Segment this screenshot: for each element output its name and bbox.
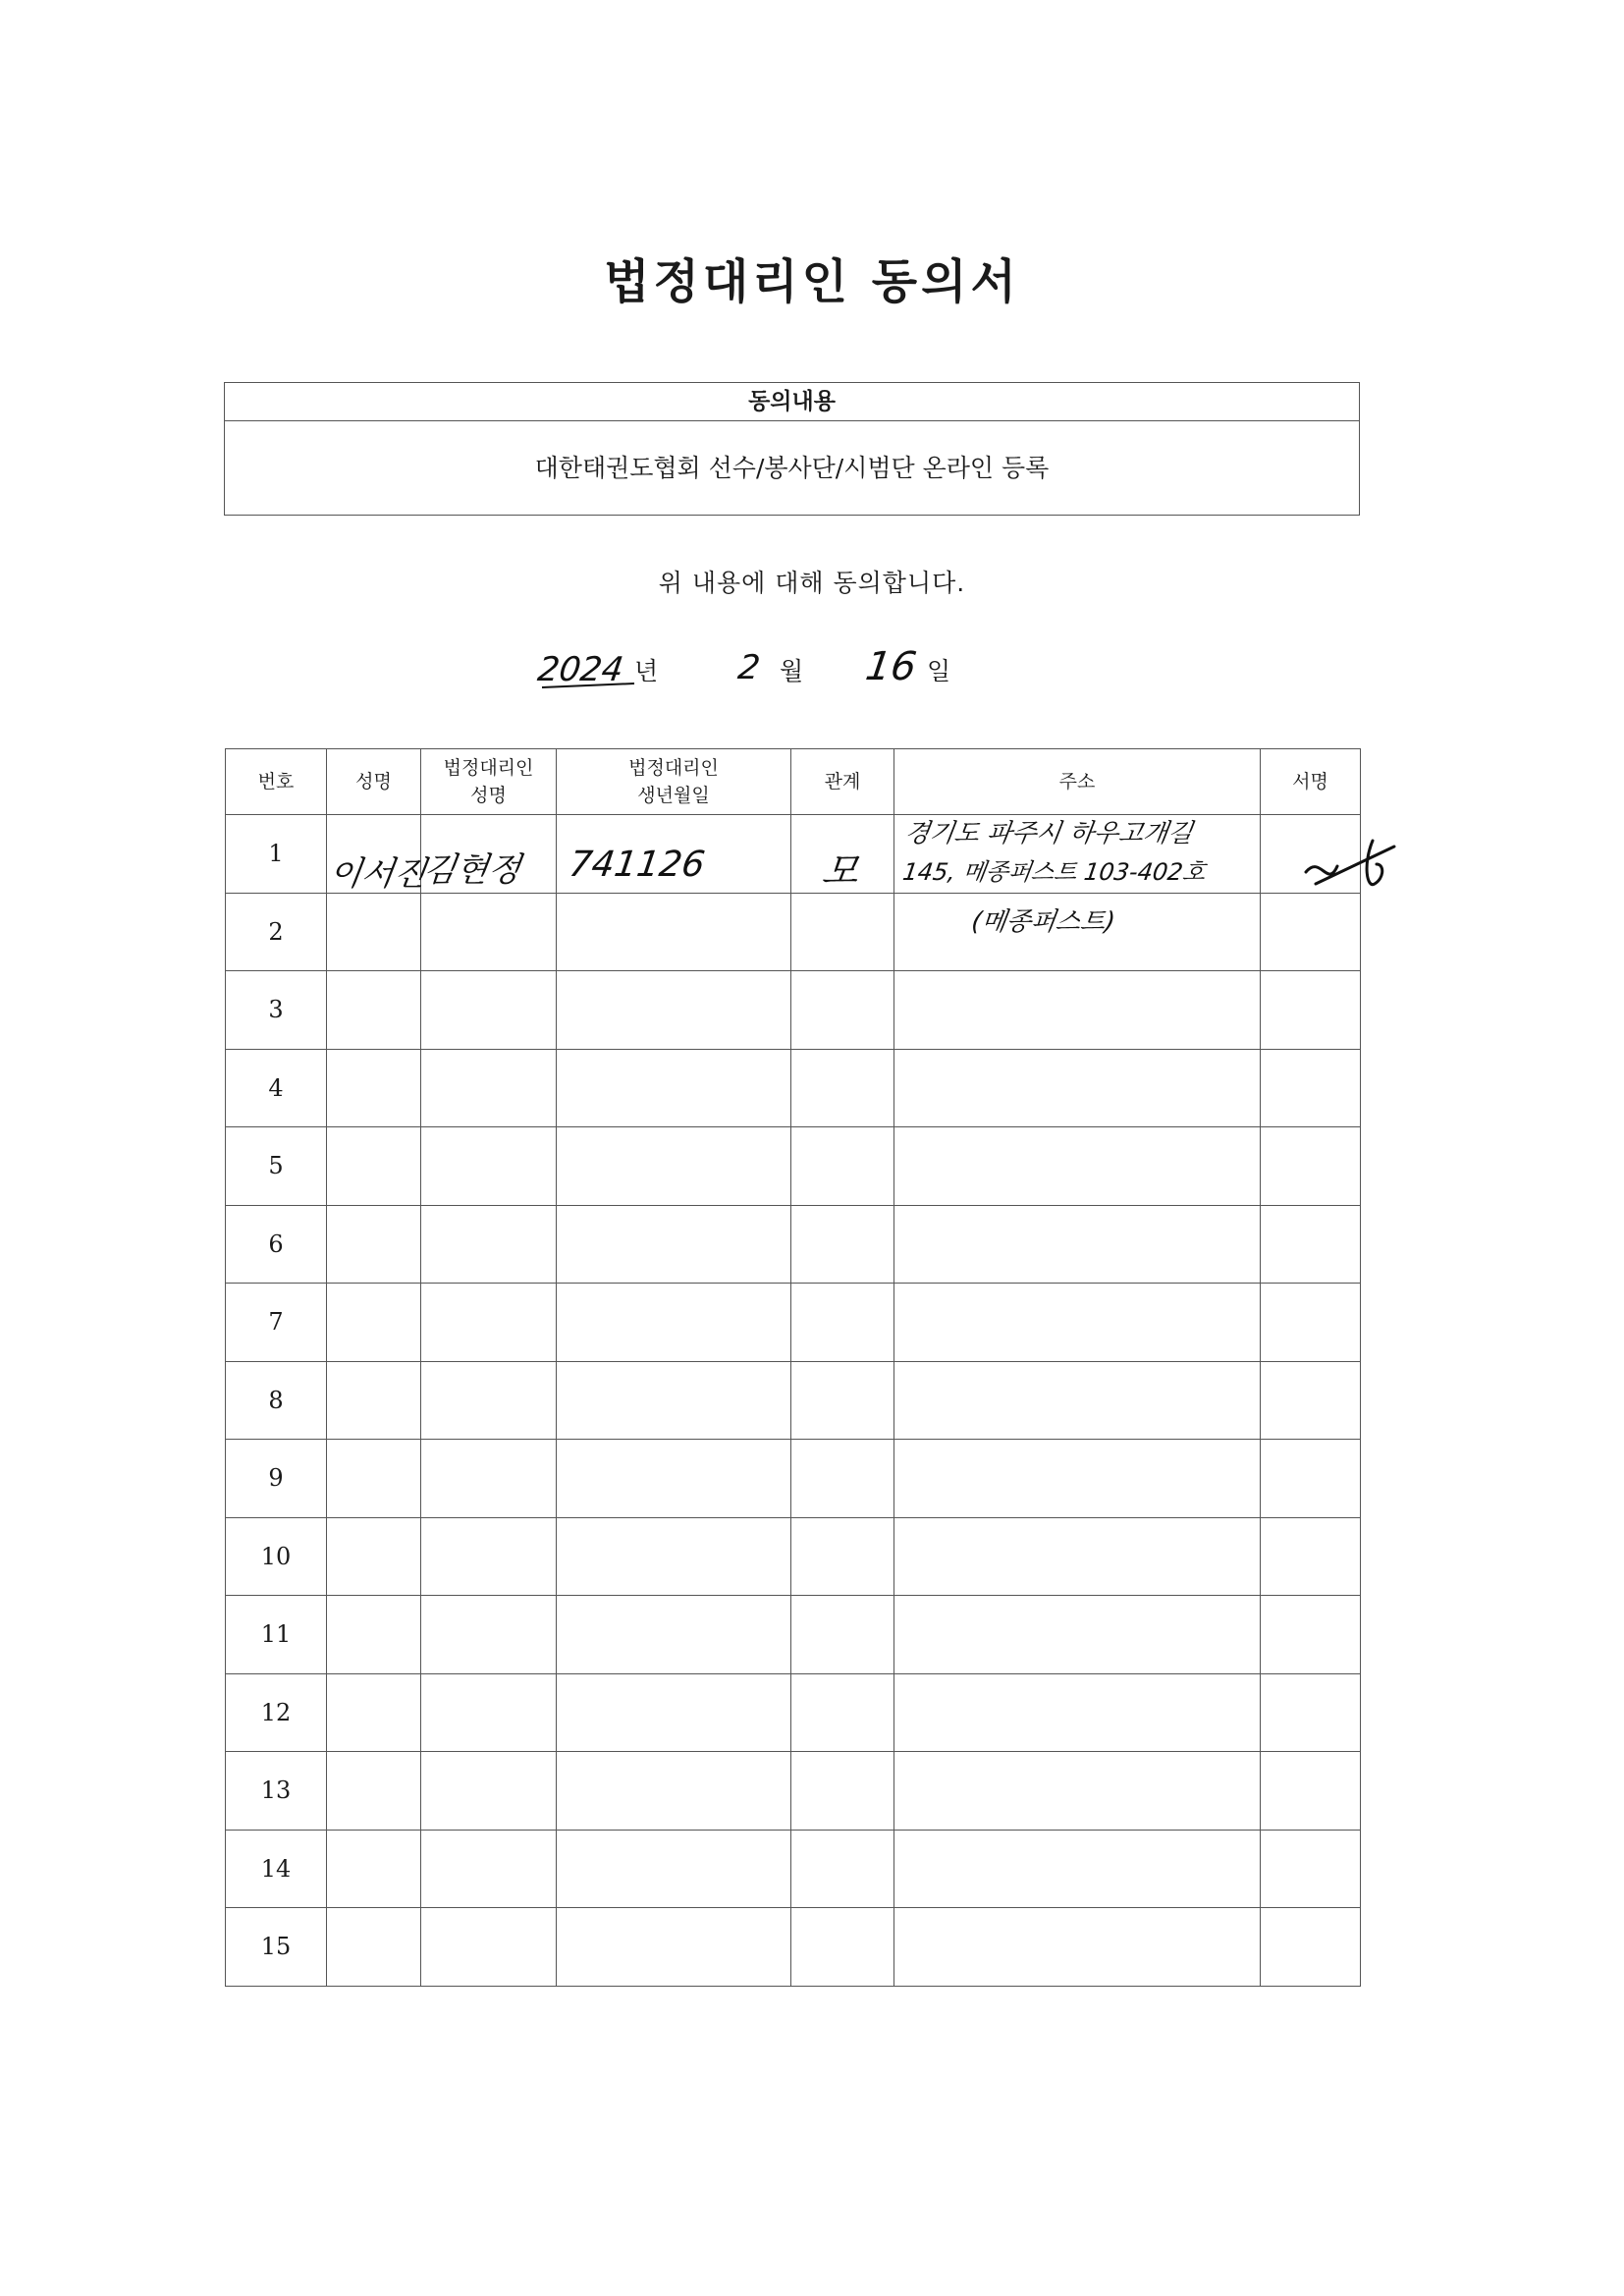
row1-address-line2: 145, 메종퍼스트 103-402호: [900, 858, 1208, 886]
cell-num: 7: [226, 1284, 327, 1362]
row1-address-line3: (메종퍼스트): [969, 907, 1117, 937]
table-row: [226, 1596, 1361, 1674]
table-row: [226, 893, 1361, 971]
cell-signature: [1261, 1752, 1361, 1831]
cell-num: 11: [226, 1596, 327, 1674]
cell-signature: [1261, 1908, 1361, 1987]
cell-name: [327, 1517, 421, 1596]
cell-signature: [1261, 1673, 1361, 1752]
cell-signature: [1261, 1361, 1361, 1440]
cell-num: 6: [226, 1205, 327, 1284]
cell-guardian-birth: [557, 893, 791, 971]
cell-name: [327, 1127, 421, 1206]
row1-guardian-birth: 741126: [567, 845, 708, 885]
cell-signature: [1261, 971, 1361, 1050]
date-month: 2: [735, 648, 763, 687]
cell-name: [327, 1908, 421, 1987]
header-guardian-name: [421, 749, 557, 815]
cell-signature: [1261, 1049, 1361, 1127]
table-row: [226, 1673, 1361, 1752]
cell-relation: [791, 1830, 894, 1908]
date-month-suffix: 월: [780, 657, 804, 685]
table-row: [226, 1908, 1361, 1987]
cell-address: [894, 1049, 1261, 1127]
cell-address: [894, 1830, 1261, 1908]
table-header-row: [226, 749, 1361, 815]
cell-num: 1: [226, 815, 327, 894]
cell-address: [894, 1361, 1261, 1440]
cell-num: 10: [226, 1517, 327, 1596]
header-guardian-birth-text: 법정대리인 생년월일: [628, 757, 719, 806]
cell-relation: [791, 1908, 894, 1987]
cell-guardian-name: [421, 1830, 557, 1908]
cell-relation: [791, 1517, 894, 1596]
registration-table: [225, 748, 1361, 1987]
cell-guardian-name: [421, 971, 557, 1050]
cell-guardian-name: [421, 1908, 557, 1987]
cell-relation: [791, 1440, 894, 1518]
cell-num: 5: [226, 1127, 327, 1206]
table-row: [226, 1049, 1361, 1127]
cell-num: 14: [226, 1830, 327, 1908]
cell-signature: [1261, 1127, 1361, 1206]
cell-address: [894, 1517, 1261, 1596]
cell-relation: [791, 971, 894, 1050]
date-day-suffix: 일: [927, 657, 951, 685]
cell-guardian-birth: [557, 1440, 791, 1518]
agreement-statement: 위 내용에 대해 동의합니다.: [658, 569, 966, 597]
table-row: [226, 1205, 1361, 1284]
cell-guardian-name: [421, 1440, 557, 1518]
cell-guardian-name: [421, 1205, 557, 1284]
cell-relation: [791, 1361, 894, 1440]
document-title: 법정대리인 동의서: [604, 254, 1020, 309]
table-row: [226, 1361, 1361, 1440]
cell-name: [327, 971, 421, 1050]
cell-name: [327, 1284, 421, 1362]
table-row: [226, 1440, 1361, 1518]
cell-num: 15: [226, 1908, 327, 1987]
cell-guardian-name: [421, 1361, 557, 1440]
cell-address: [894, 1673, 1261, 1752]
cell-name: [327, 1361, 421, 1440]
table-row: [226, 1830, 1361, 1908]
cell-guardian-birth: [557, 1517, 791, 1596]
cell-guardian-name: [421, 1127, 557, 1206]
cell-signature: [1261, 1205, 1361, 1284]
cell-name: [327, 1049, 421, 1127]
cell-relation: [791, 1127, 894, 1206]
cell-name: [327, 1440, 421, 1518]
cell-address: [894, 1440, 1261, 1518]
cell-name: [327, 1205, 421, 1284]
cell-guardian-birth: [557, 1830, 791, 1908]
cell-guardian-name: [421, 1284, 557, 1362]
cell-guardian-birth: [557, 1752, 791, 1831]
table-row: [226, 1127, 1361, 1206]
table-row: [226, 971, 1361, 1050]
cell-guardian-birth: [557, 971, 791, 1050]
header-relation: 관계: [791, 749, 894, 815]
cell-name: [327, 1673, 421, 1752]
cell-signature: [1261, 1830, 1361, 1908]
cell-relation: [791, 1205, 894, 1284]
cell-name: [327, 1830, 421, 1908]
row1-relation: 모: [819, 849, 862, 893]
header-number: 번호: [226, 749, 327, 815]
cell-relation: [791, 1596, 894, 1674]
row1-name: 이서진: [326, 854, 429, 894]
cell-num: 2: [226, 893, 327, 971]
cell-guardian-birth: [557, 1673, 791, 1752]
date-day: 16: [862, 644, 920, 689]
cell-address: [894, 971, 1261, 1050]
consent-box: [224, 382, 1360, 516]
cell-guardian-name: [421, 1049, 557, 1127]
date-year-suffix: 년: [634, 657, 659, 685]
consent-heading: 동의내용: [225, 383, 1359, 421]
date-year: 2024: [535, 650, 626, 689]
cell-num: 12: [226, 1673, 327, 1752]
cell-name: [327, 1596, 421, 1674]
cell-address: [894, 1284, 1261, 1362]
table-row: [226, 1517, 1361, 1596]
cell-address: [894, 1205, 1261, 1284]
cell-num: 13: [226, 1752, 327, 1831]
cell-guardian-birth: [557, 1205, 791, 1284]
cell-name: [327, 893, 421, 971]
header-address: 주소: [894, 749, 1261, 815]
cell-relation: [791, 893, 894, 971]
row1-guardian-name: 김현정: [420, 850, 523, 890]
cell-address: [894, 1752, 1261, 1831]
cell-signature: [1261, 893, 1361, 971]
row1-address-line1: 경기도 파주시 하우고개길: [902, 819, 1195, 848]
table-row: [226, 1284, 1361, 1362]
cell-signature: [1261, 1284, 1361, 1362]
cell-guardian-name: [421, 1596, 557, 1674]
cell-guardian-birth: [557, 1361, 791, 1440]
cell-num: 3: [226, 971, 327, 1050]
cell-guardian-birth: [557, 1596, 791, 1674]
cell-relation: [791, 1752, 894, 1831]
cell-address: [894, 1127, 1261, 1206]
cell-guardian-birth: [557, 1127, 791, 1206]
header-guardian-birth: [557, 749, 791, 815]
header-name: 성명: [327, 749, 421, 815]
consent-content: 대한태권도협회 선수/봉사단/시범단 온라인 등록: [534, 454, 1050, 482]
cell-address: [894, 1596, 1261, 1674]
header-signature: 서명: [1261, 749, 1361, 815]
cell-num: 8: [226, 1361, 327, 1440]
cell-relation: [791, 1284, 894, 1362]
table-row: [226, 1752, 1361, 1831]
cell-guardian-name: [421, 1517, 557, 1596]
cell-signature: [1261, 1440, 1361, 1518]
cell-relation: [791, 1049, 894, 1127]
cell-relation: [791, 1673, 894, 1752]
cell-guardian-name: [421, 1673, 557, 1752]
cell-num: 4: [226, 1049, 327, 1127]
header-guardian-name-text: 법정대리인 성명: [443, 757, 534, 806]
cell-address: [894, 1908, 1261, 1987]
cell-guardian-birth: [557, 1049, 791, 1127]
cell-signature: [1261, 1596, 1361, 1674]
cell-guardian-name: [421, 1752, 557, 1831]
cell-num: 9: [226, 1440, 327, 1518]
cell-guardian-birth: [557, 1284, 791, 1362]
cell-signature: [1261, 815, 1361, 894]
cell-name: [327, 1752, 421, 1831]
cell-signature: [1261, 1517, 1361, 1596]
cell-guardian-name: [421, 893, 557, 971]
cell-guardian-birth: [557, 1908, 791, 1987]
